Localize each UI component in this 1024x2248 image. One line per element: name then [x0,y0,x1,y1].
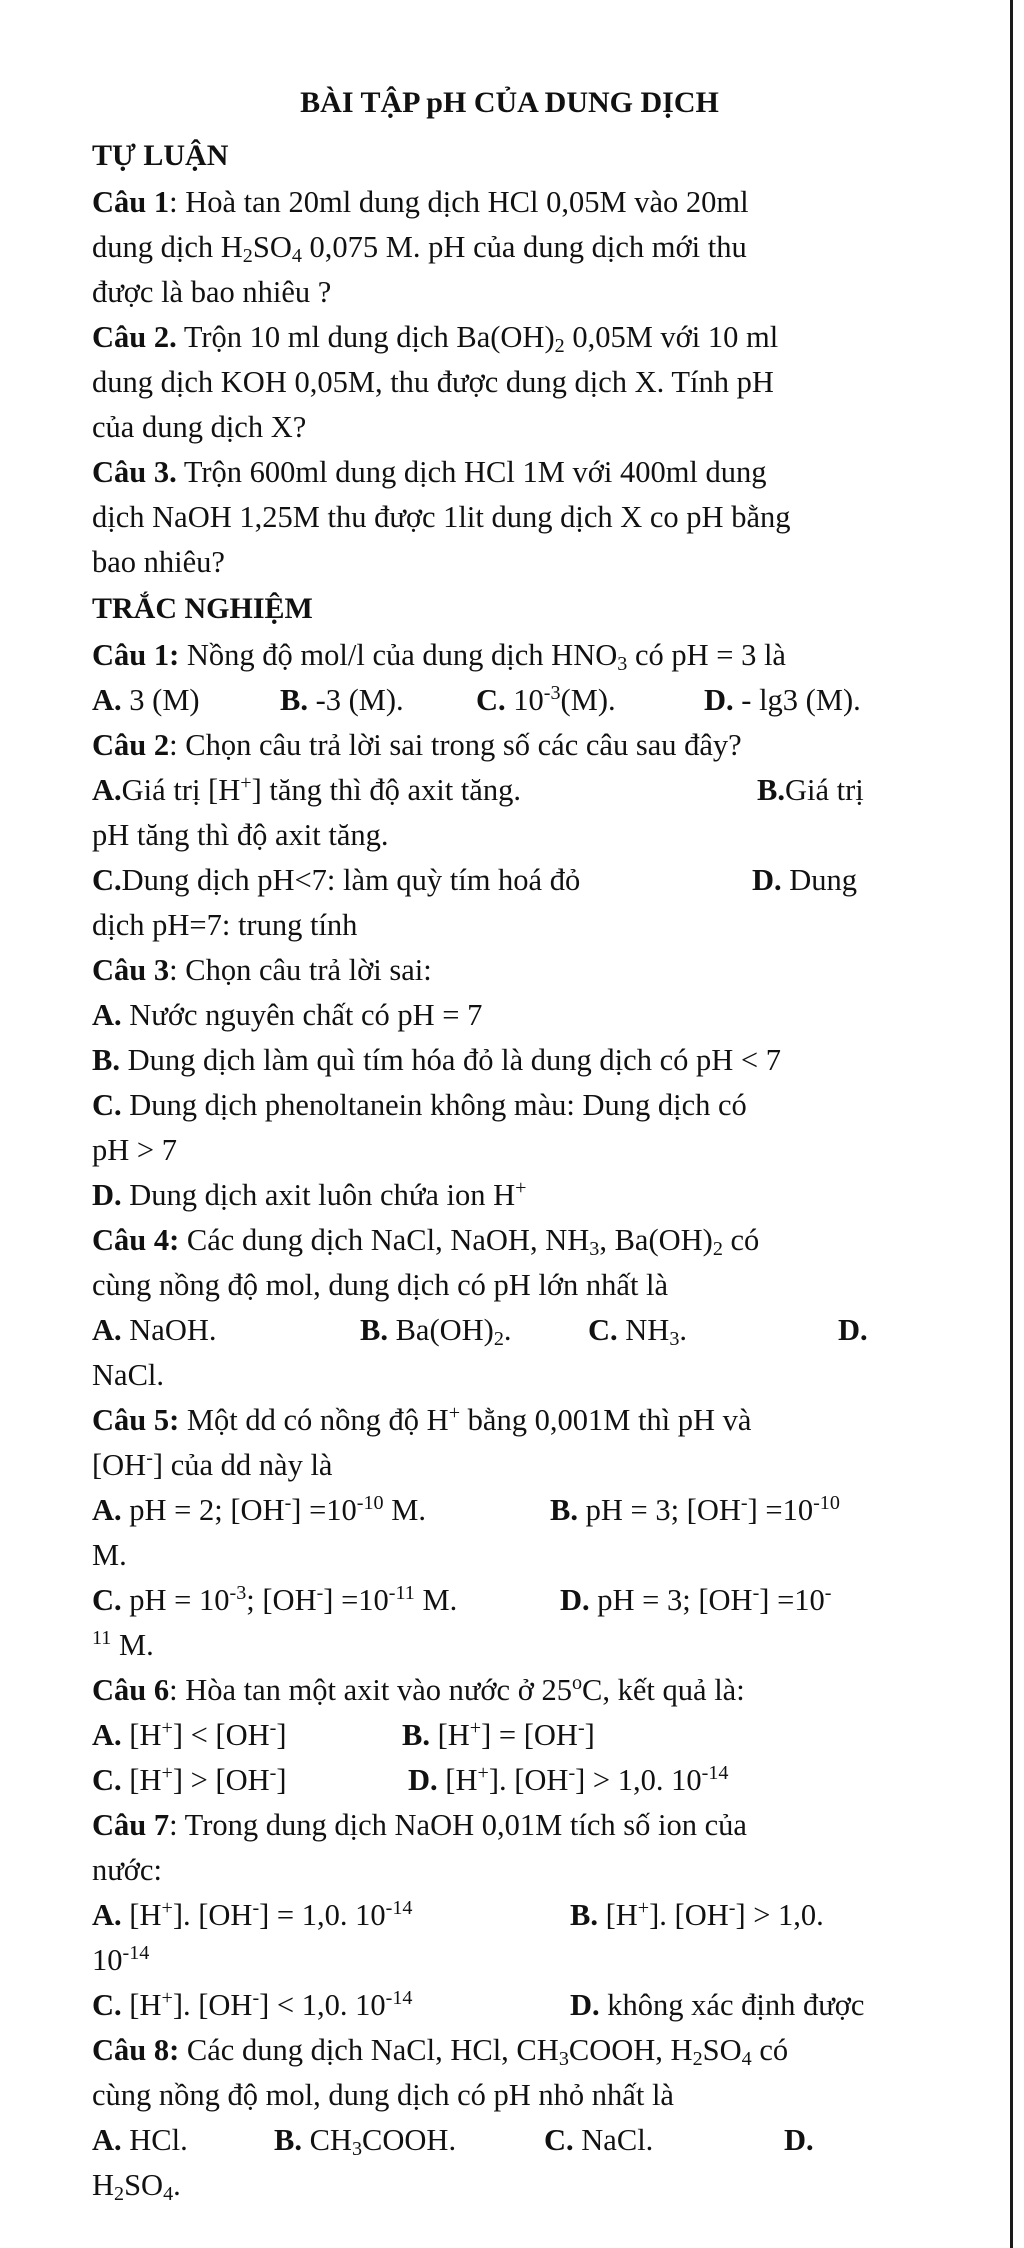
mc-q5-options-1 [92,1488,927,1533]
option-b: B. [H+]. [OH-] > 1,0. [570,1896,824,1932]
option-a: A.Giá trị [H+] tăng thì độ axit tăng. [92,771,521,807]
mc-q1-options [92,678,927,723]
mc-q5-options-2 [92,1578,927,1623]
option-b: B. Dung dịch làm quì tím hóa đỏ là dung dịch có pH < 7 [92,1043,781,1077]
option-d-cont: $H_2SO_4$. [92,2168,181,2206]
question-label: Câu 2. [92,320,177,354]
question-label: Câu 4: [92,1223,180,1257]
option-c: C. NaCl. [544,2123,654,2157]
question-label: Câu 3 [92,953,170,987]
mc-q7-stem: Câu 7: Trong dung dịch NaOH 0,01M tích số ion của [92,1808,747,1842]
essay-q3-line-1: Câu 3. Trộn 600ml dung dịch HCl 1M với 400ml dung [92,455,767,489]
option-d: D. [784,2123,814,2157]
mc-q4-stem-cont: cùng nồng độ mol, dung dịch có pH lớn nhất là [92,1268,669,1302]
page-title: BÀI TẬP pH CỦA DUNG DỊCH [300,86,719,119]
essay-q2-line-1: Câu 2. Trộn 10 ml dung dịch $Ba(OH)_2$ 0,05M với 10 ml [92,320,779,358]
worksheet-content [92,74,927,2208]
option-c: C. pH = $10^{-3}$; $[OH^-] =10^{-11}$ M. [92,1581,458,1617]
mc-q6-options-1 [92,1713,927,1758]
option-c-cont: pH > 7 [92,1133,177,1167]
option-a: A. HCl. [92,2123,188,2157]
mc-q2-options-1 [92,768,927,813]
option-c: C. [H+] > [OH-] [92,1761,287,1797]
option-b: B.Giá trị [757,773,864,807]
essay-q2-line-2: dung dịch KOH 0,05M, thu được dung dịch X. Tính pH [92,365,774,399]
option-c: C. Dung dịch phenoltanein không màu: Dung dịch có [92,1088,747,1122]
option-b: B. pH = 3; $[OH^-] =10^{-10}$ [550,1491,840,1527]
option-b: B. [H+] = [OH-] [402,1716,595,1752]
option-b-cont: M. [92,1538,127,1572]
option-d-cont: $^{11}$ M. [92,1626,154,1662]
option-b-cont: $10^{-14}$ [92,1941,150,1977]
essay-q3-line-3: bao nhiêu? [92,545,225,579]
question-label: Câu 5: [92,1403,180,1437]
mc-q7-stem-cont: nước: [92,1853,162,1887]
mc-q5-stem: Câu 5: Một dd có nồng độ H+ bằng 0,001M thì pH và [92,1401,752,1437]
option-c: C. [H+]. [OH-] < 1,0. $10^{-14}$ [92,1986,413,2022]
essay-q3-line-2: dịch NaOH 1,25M thu được 1lit dung dịch X co pH bằng [92,500,791,534]
mc-q4-stem: Câu 4: Các dung dịch NaCl, NaOH, $NH_3$, $Ba(OH)_2$ có [92,1223,760,1261]
mc-q1-stem: Câu 1: Nồng độ mol/l của dung dịch $HNO_3$ có pH = 3 là [92,638,786,676]
mc-q2-option-d-cont: dịch pH=7: trung tính [92,908,358,942]
mc-q2-option-b-cont: pH tăng thì độ axit tăng. [92,818,389,852]
question-label: Câu 6 [92,1673,170,1707]
essay-q1-line-2: dung dịch $H_2SO_4$ 0,075 M. pH của dung dịch mới thu [92,230,747,268]
option-d: D. [838,1313,868,1347]
option-a: A. pH = 2; $[OH^-] =10^{-10}$ M. [92,1491,426,1527]
option-b: B. -3 (M). [280,683,404,717]
mc-q7-options-1 [92,1893,927,1938]
option-a: A. [H+]. [OH-] = 1,0. $10^{-14}$ [92,1896,413,1932]
option-a: A. NaOH. [92,1313,217,1347]
option-d: D. [H+]. [OH-] > 1,0. $10^{-14}$ [408,1761,729,1797]
option-d-cont: NaCl. [92,1358,165,1392]
question-label: Câu 7 [92,1808,170,1842]
page-border [1010,0,1013,2248]
option-d: D. - lg3 (M). [704,683,861,717]
option-c: C. $NH_3$. [588,1313,688,1351]
option-d: D. Dung dịch axit luôn chứa ion H+ [92,1176,527,1212]
option-d: D. Dung [752,863,858,897]
section-essay-heading: TỰ LUẬN [92,139,229,172]
question-label: Câu 1: [92,638,180,672]
essay-q1-line-3: được là bao nhiêu ? [92,275,332,309]
option-d: D. không xác định được [570,1988,865,2022]
mc-q6-stem: Câu 6: Hòa tan một axit vào nước ở 25$^o$C, kết quả là: [92,1671,745,1707]
mc-q2-options-2 [92,858,927,903]
option-c: C.Dung dịch pH<7: làm quỳ tím hoá đỏ [92,863,581,897]
mc-q6-options-2 [92,1758,927,1803]
mc-q5-stem-cont: [OH-] của dd này là [92,1446,333,1482]
option-a: A. [H+] < [OH-] [92,1716,287,1752]
mc-q8-stem: Câu 8: Các dung dịch NaCl, HCl, $CH_3COOH$, $H_2SO_4$ có [92,2033,789,2071]
question-label: Câu 8: [92,2033,180,2067]
essay-q1-line-1: Câu 1: Hoà tan 20ml dung dịch HCl 0,05M vào 20ml [92,185,749,219]
option-d: D. pH = 3; [OH-] =10- [560,1581,832,1617]
option-a: A. Nước nguyên chất có pH = 7 [92,998,483,1032]
question-label: Câu 1 [92,185,170,219]
mc-q8-stem-cont: cùng nồng độ mol, dung dịch có pH nhỏ nhất là [92,2078,674,2112]
section-mc-heading: TRẮC NGHIỆM [92,592,313,625]
option-a: A. 3 (M) [92,683,200,717]
essay-q2-line-3: của dung dịch X? [92,410,307,444]
option-b: B. $CH_3COOH$. [274,2123,457,2161]
mc-q8-options [92,2118,927,2163]
option-c: C. $10^{-3}(M)$. [476,681,616,717]
mc-q3-stem: Câu 3: Chọn câu trả lời sai: [92,953,432,987]
mc-q4-options [92,1308,927,1353]
question-label: Câu 3. [92,455,177,489]
option-b: B. $Ba(OH)_2$. [360,1313,512,1351]
mc-q2-stem: Câu 2: Chọn câu trả lời sai trong số các câu sau đây? [92,728,742,762]
question-label: Câu 2 [92,728,170,762]
mc-q7-options-2 [92,1983,927,2028]
